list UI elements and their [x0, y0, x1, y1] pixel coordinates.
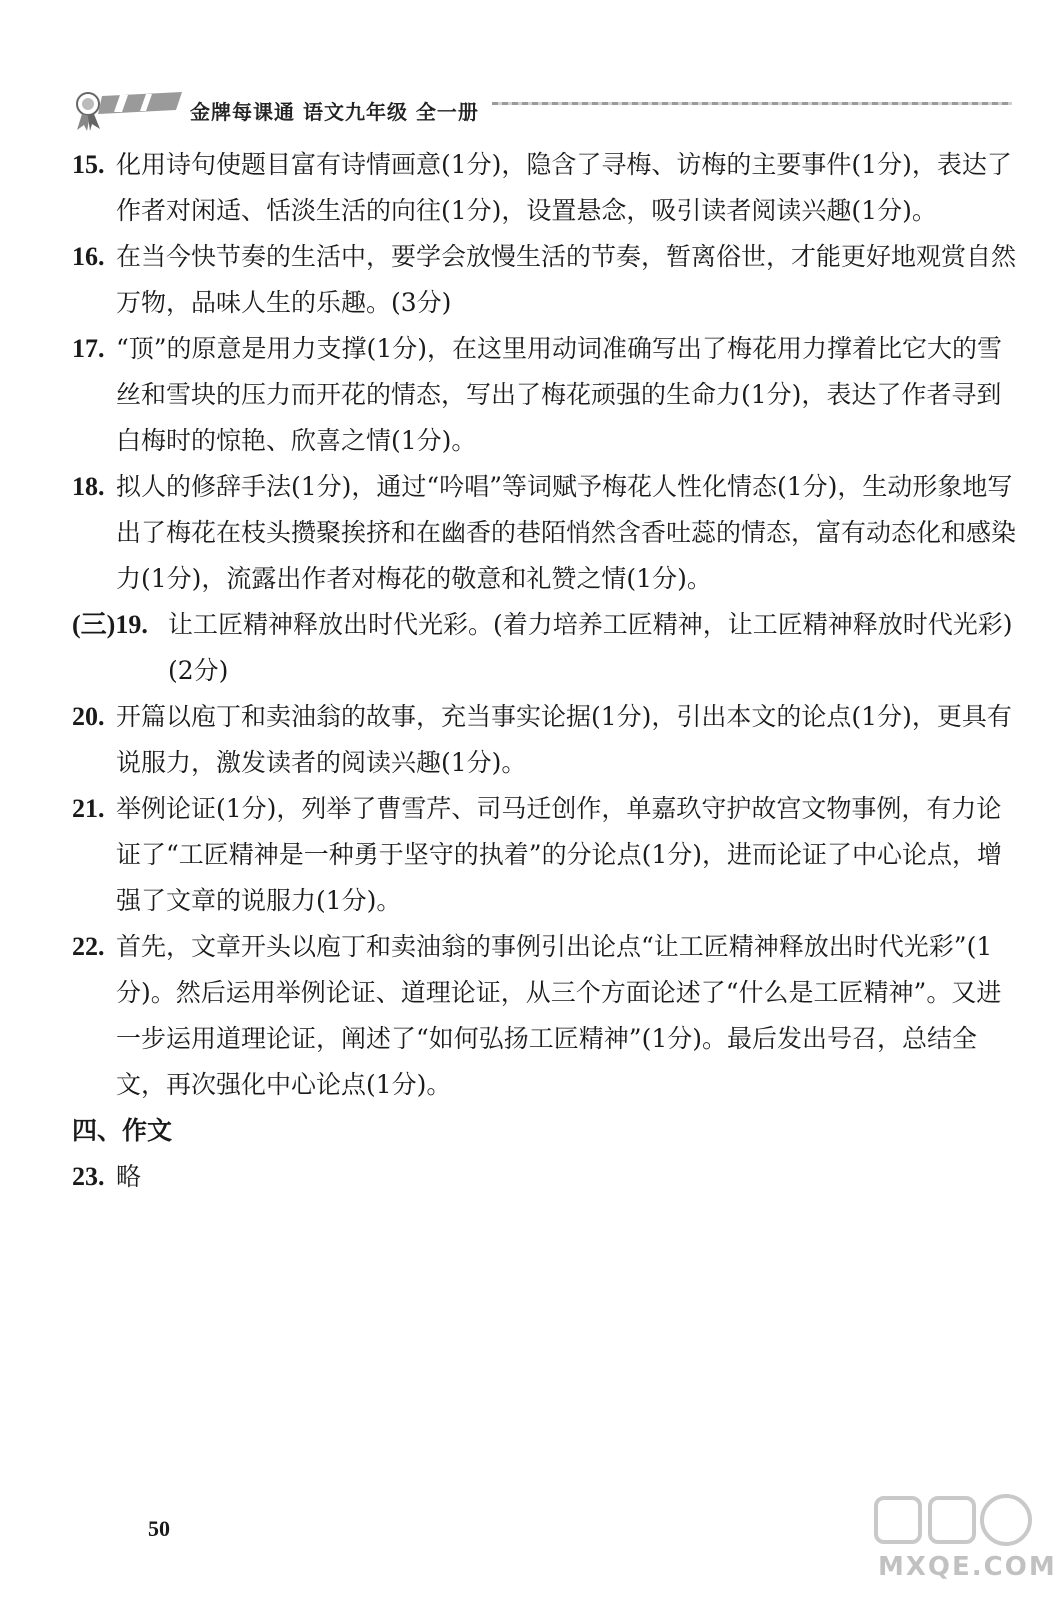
item-number: 16. [72, 242, 105, 271]
item-number: 15. [72, 150, 105, 179]
item-number: 21. [72, 794, 105, 823]
item-text: 拟人的修辞手法(1分)，通过“吟唱”等词赋予梅花人性化情态(1分)，生动形象地写出了梅花在枝头攒聚挨挤和在幽香的巷陌悄然含香吐蕊的情态，富有动态化和感染力(1分)，流露出作者对梅花的敬意和礼赞之情(1分)。 [116, 472, 1017, 593]
answer-item-19 [72, 602, 1022, 694]
answer-item-22 [72, 924, 1022, 1108]
item-number: 20. [72, 702, 105, 731]
header-rule [492, 102, 1012, 105]
item-text: 开篇以庖丁和卖油翁的故事，充当事实论据(1分)，引出本文的论点(1分)，更具有说服力，激发读者的阅读兴趣(1分)。 [116, 702, 1012, 777]
answer-item-21 [72, 786, 1022, 924]
answer-item-15 [72, 142, 1022, 234]
answer-item-16 [72, 234, 1022, 326]
answer-item-17 [72, 326, 1022, 464]
page-number: 50 [148, 1516, 170, 1541]
item-number: (三)19. [72, 610, 148, 639]
page-header [72, 88, 1022, 132]
item-number: 23. [72, 1162, 105, 1191]
item-text: 化用诗句使题目富有诗情画意(1分)，隐含了寻梅、访梅的主要事件(1分)，表达了作者对闲适、恬淡生活的向往(1分)，设置悬念，吸引读者阅读兴趣(1分)。 [116, 150, 1012, 225]
item-number: 17. [72, 334, 105, 363]
header-title: 金牌每课通 语文九年级 全一册 [190, 100, 479, 124]
answer-item-18 [72, 464, 1022, 602]
item-text: 举例论证(1分)，列举了曹雪芹、司马迁创作，单嘉玖守护故宫文物事例，有力论证了“工匠精神是一种勇于坚守的执着”的分论点(1分)，进而论证了中心论点，增强了文章的说服力(1分)。 [116, 794, 1002, 915]
watermark-text: MXQE.COM [878, 1552, 1057, 1582]
item-number: 22. [72, 932, 105, 961]
item-number: 18. [72, 472, 105, 501]
answer-content [72, 142, 1022, 1200]
item-text: 略 [116, 1162, 142, 1191]
item-text: 让工匠精神释放出时代光彩。(着力培养工匠精神，让工匠精神释放时代光彩)(2分) [168, 610, 1013, 685]
section-heading-composition: 四、作文 [72, 1116, 173, 1145]
watermark-logo-icon [870, 1490, 1040, 1550]
item-text: “顶”的原意是用力支撑(1分)，在这里用动词准确写出了梅花用力撑着比它大的雪丝和雪块的压力而开花的情态，写出了梅花顽强的生命力(1分)，表达了作者寻到白梅时的惊艳、欣喜之情(1分)。 [116, 334, 1002, 455]
item-text: 首先，文章开头以庖丁和卖油翁的事例引出论点“让工匠精神释放出时代光彩”(1分)。然后运用举例论证、道理论证，从三个方面论述了“什么是工匠精神”。又进一步运用道理论证，阐述了“如何弘扬工匠精神”(1分)。最后发出号召，总结全文，再次强化中心论点(1分)。 [116, 932, 1002, 1099]
answer-item-23 [72, 1154, 1022, 1200]
medal-ribbon-logo [72, 88, 187, 132]
item-text: 在当今快节奏的生活中，要学会放慢生活的节奏，暂离俗世，才能更好地观赏自然万物，品味人生的乐趣。(3分) [116, 242, 1017, 317]
watermark [870, 1490, 1057, 1590]
answer-item-20 [72, 694, 1022, 786]
